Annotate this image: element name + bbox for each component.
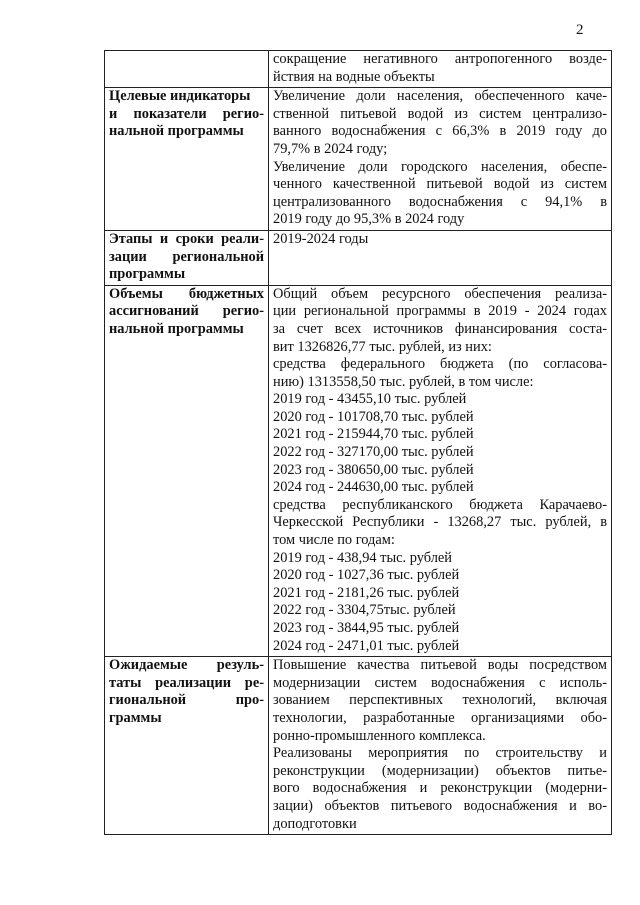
- row-value-line: ванного водоснабжения с 66,3% в 2019 году до: [273, 123, 607, 140]
- row-value-line: средства республиканского бюджета Карачаево-: [273, 496, 607, 513]
- table-row: [105, 285, 612, 656]
- row-value-line: зации) объектов питьевого водоснабжения и во-: [273, 797, 607, 814]
- row-value-line: 2022 год - 327170,00 тыс. рублей: [273, 444, 474, 461]
- row-value-cell: [269, 51, 612, 88]
- row-value-line: вит 1326826,77 тыс. рублей, из них:: [273, 338, 492, 355]
- row-label-cell: [105, 230, 269, 285]
- row-value-line: централизованного водоснабжения с 94,1% в: [273, 193, 607, 210]
- row-value-line: технологии, разработанные организациями обо-: [273, 709, 607, 726]
- row-value-line: Реализованы мероприятия по строительству и: [273, 745, 607, 762]
- row-value-cell: [269, 230, 612, 285]
- row-label-line: нальной программы: [109, 123, 244, 140]
- row-value-line: том числе по годам:: [273, 532, 395, 549]
- row-value-cell: [269, 657, 612, 835]
- page-number: 2: [576, 22, 584, 38]
- row-value-cell: [269, 88, 612, 231]
- row-value-line: доподготовки: [273, 815, 357, 832]
- row-value-line: ственной питьевой водой из систем централизо-: [273, 105, 607, 122]
- row-value-line: 2022 год - 3304,75тыс. рублей: [273, 602, 456, 619]
- row-label-line: ассигнований регио-: [109, 303, 264, 320]
- row-label-line: граммы: [109, 709, 162, 726]
- row-value-line: модернизации систем водоснабжения с исполь-: [273, 674, 607, 691]
- row-value-line: Общий объем ресурсного обеспечения реализа-: [273, 285, 607, 302]
- table-row: [105, 88, 612, 231]
- row-value-line: 2019 году до 95,3% в 2024 году: [273, 211, 465, 228]
- row-value-cell: [269, 285, 612, 656]
- row-label-cell: [105, 285, 269, 656]
- row-label-line: зации региональной: [109, 248, 264, 265]
- row-value-line: 2019 год - 438,94 тыс. рублей: [273, 549, 452, 566]
- row-value-line: 2021 год - 2181,26 тыс. рублей: [273, 584, 460, 601]
- row-value-line: йствия на водные объекты: [273, 68, 435, 85]
- row-value-line: за счет всех источников финансирования соста-: [273, 320, 607, 337]
- row-value-line: 2023 год - 3844,95 тыс. рублей: [273, 620, 460, 636]
- row-value-line: Увеличение доли населения, обеспеченного каче-: [273, 88, 607, 105]
- row-label-cell: [105, 657, 269, 835]
- row-value-line: ченного качественной питьевой водой из систем: [273, 176, 607, 193]
- row-value-line: Черкесской Республики - 13268,27 тыс. рублей, в: [273, 514, 607, 531]
- row-value-line: сокращение негативного антропогенного возде-: [273, 51, 607, 67]
- row-value-line: 2024 год - 2471,01 тыс. рублей: [273, 637, 460, 654]
- row-value-line: 2020 год - 1027,36 тыс. рублей: [273, 567, 460, 584]
- row-value-line: Увеличение доли городского населения, обеспе-: [273, 158, 607, 175]
- row-value-line: ции региональной программы в 2019 - 2024 годах: [273, 303, 607, 320]
- row-label-line: Этапы и сроки реали-: [109, 230, 264, 247]
- row-value-line: реконструкции (модернизации) объектов питье-: [273, 762, 607, 779]
- row-value-line: ронно-промышленного комплекса.: [273, 727, 486, 744]
- row-value-line: вого водоснабжения и реконструкции (модерни-: [273, 780, 607, 797]
- row-label-line: Объемы бюджетных: [109, 285, 264, 302]
- row-value-line: 2021 год - 215944,70 тыс. рублей: [273, 426, 474, 443]
- row-value-line: средства федерального бюджета (по согласова-: [273, 356, 607, 373]
- row-value-line: 2023 год - 380650,00 тыс. рублей: [273, 461, 474, 478]
- row-value-line: 79,7% в 2024 году;: [273, 140, 388, 157]
- row-label-line: таты реализации ре-: [109, 674, 264, 691]
- row-value-line: зованием перспективных технологий, включая: [273, 692, 607, 709]
- row-value-line: 2024 год - 244630,00 тыс. рублей: [273, 479, 474, 496]
- table-row: [105, 230, 612, 285]
- row-label-line: нальной программы: [109, 320, 244, 337]
- row-label-line: гиональной про-: [109, 692, 264, 709]
- row-label-line: Целевые индикаторы: [109, 88, 251, 105]
- row-value-line: Повышение качества питьевой воды посредством: [273, 657, 607, 674]
- row-label-line: программы: [109, 266, 186, 283]
- table-row: [105, 657, 612, 835]
- row-value-line: 2020 год - 101708,70 тыс. рублей: [273, 408, 474, 425]
- table-row: [105, 51, 612, 88]
- row-label-line: Ожидаемые резуль-: [109, 657, 264, 674]
- row-value-line: 2019-2024 годы: [273, 230, 369, 247]
- row-label-cell: [105, 51, 269, 88]
- program-passport-table: [104, 50, 612, 835]
- row-value-line: нию) 1313558,50 тыс. рублей, в том числе:: [273, 373, 534, 390]
- row-label-line: и показатели регио-: [109, 105, 264, 122]
- row-value-line: 2019 год - 43455,10 тыс. рублей: [273, 391, 467, 408]
- row-label-cell: [105, 88, 269, 231]
